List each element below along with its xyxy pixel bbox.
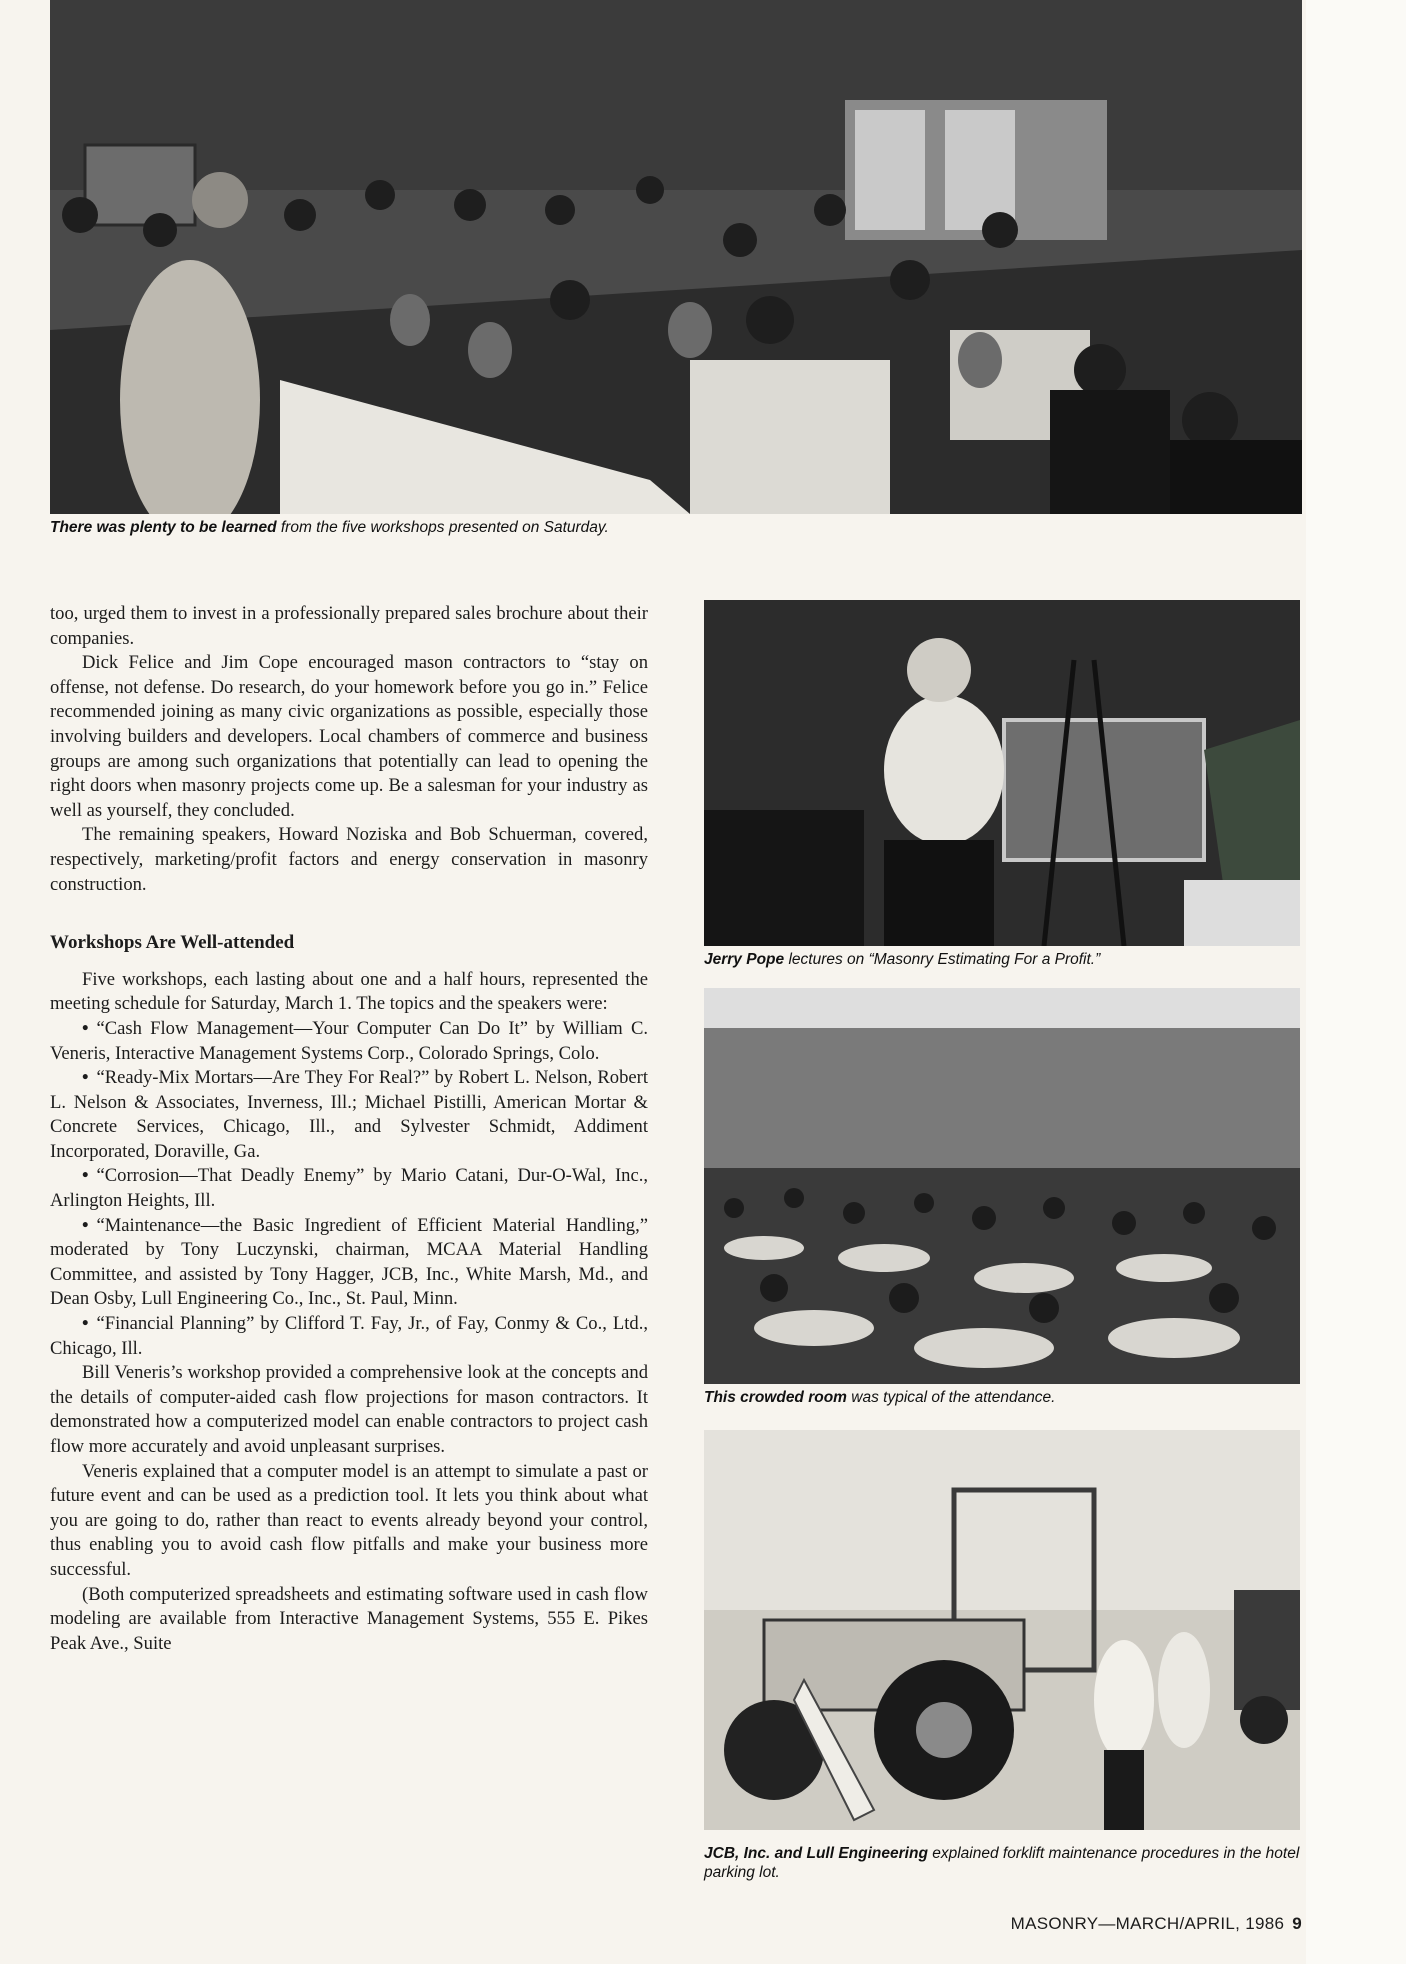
paragraph: (Both computerized spreadsheets and estimating software used in cash flow modeling are available from Interactive Management Systems, 555 E. Pikes Peak Ave., Suite	[50, 1583, 648, 1654]
page-margin	[1306, 0, 1406, 1964]
workshop-list	[50, 1017, 648, 1361]
list-item: • “Ready-Mix Mortars—Are They For Real?” by Robert L. Nelson, Robert L. Nelson & Associates, Inverness, Ill.; Michael Pistilli, American Mortar & Concrete Services, Chicago, Ill., and Sylvester Schmidt, Addiment Incorporated, Doraville, Ga.	[50, 1066, 648, 1164]
caption-bold: This crowded room	[704, 1389, 847, 1406]
workshop-photo-caption	[50, 518, 1050, 537]
paragraph: Bill Veneris’s workshop provided a comprehensive look at the concepts and the details of computer-aided cash flow projections for mason contractors. It demonstrated how a computerized model can enable contractors to project cash flow more accurately and avoid unpleasant surprises.	[50, 1362, 648, 1457]
caption-bold: There was plenty to be learned	[50, 519, 277, 536]
section-heading: Workshops Are Well-attended	[50, 932, 295, 954]
running-head: MASONRY—MARCH/APRIL, 1986	[1010, 1914, 1285, 1933]
paragraph: Five workshops, each lasting about one and a half hours, represented the meeting schedule for Saturday, March 1. The topics and the speakers were:	[50, 968, 648, 1015]
list-item: • “Financial Planning” by Clifford T. Fay, Jr., of Fay, Conmy & Co., Ltd., Chicago, Ill.	[50, 1312, 648, 1361]
article-body	[50, 602, 648, 1656]
jerry-pope-photo	[704, 600, 1300, 946]
page-number: 9	[1292, 1914, 1302, 1933]
forklift-photo	[704, 1430, 1300, 1830]
list-item: • “Maintenance—the Basic Ingredient of Efficient Material Handling,” moderated by Tony Luczynski, chairman, MCAA Material Handling Committee, and assisted by Tony Hagger, JCB, Inc., White Marsh, Md., and Dean Osby, Lull Engineering Co., Inc., St. Paul, Minn.	[50, 1214, 648, 1312]
forklift-caption	[704, 1844, 1304, 1882]
workshop-photo	[50, 0, 1302, 514]
caption-bold: Jerry Pope	[704, 951, 785, 968]
paragraph: too, urged them to invest in a professionally prepared sales brochure about their companies.	[50, 603, 648, 649]
crowded-room-photo	[704, 988, 1300, 1384]
paragraph: Dick Felice and Jim Cope encouraged mason contractors to “stay on offense, not defense. Do research, do your homework before you go in.” Felice recommended joining as many civic organizations as possible, especially those involving builders and developers. Local chambers of commerce and business groups are among such organizations that potentially can lead to opening the right doors when masonry projects come up. Be a salesman for your industry as well as yourself, they concluded.	[50, 652, 648, 821]
paragraph: Veneris explained that a computer model is an attempt to simulate a past or future event and can be used as a prediction tool. It lets you think about what you are going to do, rather than react to events already beyond your control, thus enabling you to avoid cash flow pitfalls and make your business more successful.	[50, 1460, 648, 1580]
list-item: • “Corrosion—That Deadly Enemy” by Mario Catani, Dur-O-Wal, Inc., Arlington Heights, Ill.	[50, 1164, 648, 1213]
caption-bold: JCB, Inc. and Lull Engineering	[704, 1845, 928, 1862]
list-item: • “Cash Flow Management—Your Computer Can Do It” by William C. Veneris, Interactive Management Systems Corp., Colorado Springs, Colo.	[50, 1017, 648, 1066]
page-footer	[1011, 1914, 1302, 1934]
caption-text: was typical of the attendance.	[846, 1389, 1056, 1406]
crowded-room-caption	[704, 1388, 1304, 1407]
paragraph: The remaining speakers, Howard Noziska and Bob Schuerman, covered, respectively, marketing/profit factors and energy conservation in masonry construction.	[50, 824, 648, 895]
caption-text: explained forklift maintenance procedures in the hotel parking lot.	[704, 1845, 1300, 1881]
jerry-pope-caption	[704, 950, 1304, 969]
caption-text: lectures on “Masonry Estimating For a Profit.”	[784, 951, 1101, 968]
caption-text: from the five workshops presented on Saturday.	[276, 519, 609, 536]
